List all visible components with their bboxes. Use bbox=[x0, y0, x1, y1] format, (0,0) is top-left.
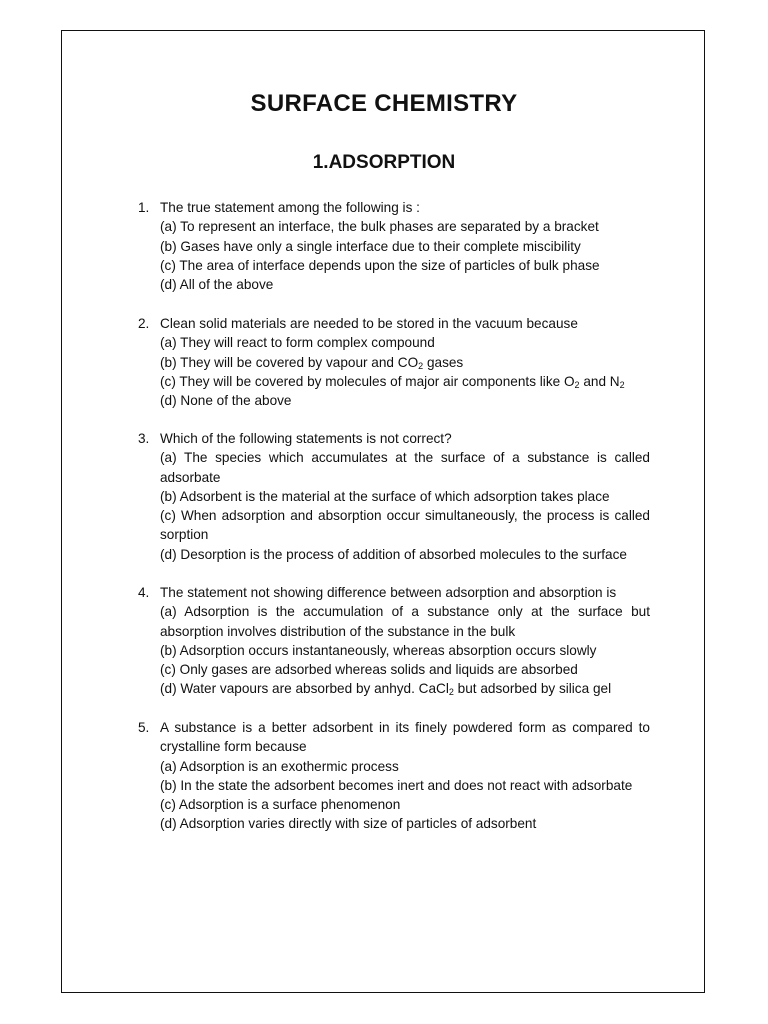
section-title: 1.ADSORPTION bbox=[312, 152, 456, 173]
option-c: (c) The area of interface depends upon the size of particles of bulk phase bbox=[160, 257, 600, 273]
option-a: (a) The species which accumulates at the surface of a substance is called adsorbate bbox=[160, 450, 650, 485]
question-number: 5. bbox=[138, 720, 150, 735]
option-a: (a) Adsorption is an exothermic process bbox=[160, 758, 399, 774]
option-c: (c) They will be covered by molecules of major air components like $O_2$ and $N_2$ bbox=[160, 373, 625, 390]
question-2 bbox=[138, 314, 650, 410]
option-b: (b) In the state the adsorbent becomes inert and does not react with adsorbate bbox=[160, 777, 633, 793]
option-b: (b) Adsorption occurs instantaneously, whereas absorption occurs slowly bbox=[160, 642, 597, 658]
option-c: (c) Only gases are adsorbed whereas solids and liquids are absorbed bbox=[160, 662, 578, 678]
document-title: SURFACE CHEMISTRY bbox=[250, 90, 518, 117]
question-stem: A substance is a better adsorbent in its finely powdered form as compared to crystalline form because bbox=[160, 720, 650, 755]
option-b: (b) They will be covered by vapour and $CO_2$ gases bbox=[160, 354, 464, 371]
question-stem: Which of the following statements is not correct? bbox=[160, 431, 452, 446]
option-d: (d) Desorption is the process of addition of absorbed molecules to the surface bbox=[160, 546, 627, 562]
option-c: (c) Adsorption is a surface phenomenon bbox=[160, 797, 401, 813]
question-number: 1. bbox=[138, 200, 150, 215]
option-c: (c) When adsorption and absorption occur simultaneously, the process is called sorption bbox=[160, 508, 650, 543]
question-5 bbox=[138, 718, 650, 834]
option-d: (d) Water vapours are absorbed by anhyd. CaCl$_2$ but adsorbed by silica gel bbox=[160, 681, 612, 698]
question-3 bbox=[138, 429, 650, 564]
question-number: 4. bbox=[138, 585, 150, 600]
option-d: (d) All of the above bbox=[160, 277, 274, 293]
option-b: (b) Gases have only a single interface due to their complete miscibility bbox=[160, 238, 581, 254]
question-4 bbox=[138, 583, 650, 699]
question-number: 2. bbox=[138, 316, 150, 331]
question-number: 3. bbox=[138, 431, 150, 446]
question-stem: Clean solid materials are needed to be stored in the vacuum because bbox=[160, 316, 578, 331]
option-a: (a) To represent an interface, the bulk phases are separated by a bracket bbox=[160, 219, 599, 235]
option-a: (a) Adsorption is the accumulation of a substance only at the surface but absorption involves distribution of the substance in the bulk bbox=[160, 604, 650, 639]
question-stem: The statement not showing difference between adsorption and absorption is bbox=[160, 585, 617, 600]
option-a: (a) They will react to form complex compound bbox=[160, 335, 435, 351]
question-1 bbox=[138, 198, 650, 294]
question-stem: The true statement among the following is : bbox=[160, 200, 420, 215]
option-d: (d) None of the above bbox=[160, 393, 292, 409]
option-d: (d) Adsorption varies directly with size of particles of adsorbent bbox=[160, 816, 537, 832]
option-b: (b) Adsorbent is the material at the surface of which adsorption takes place bbox=[160, 488, 610, 504]
